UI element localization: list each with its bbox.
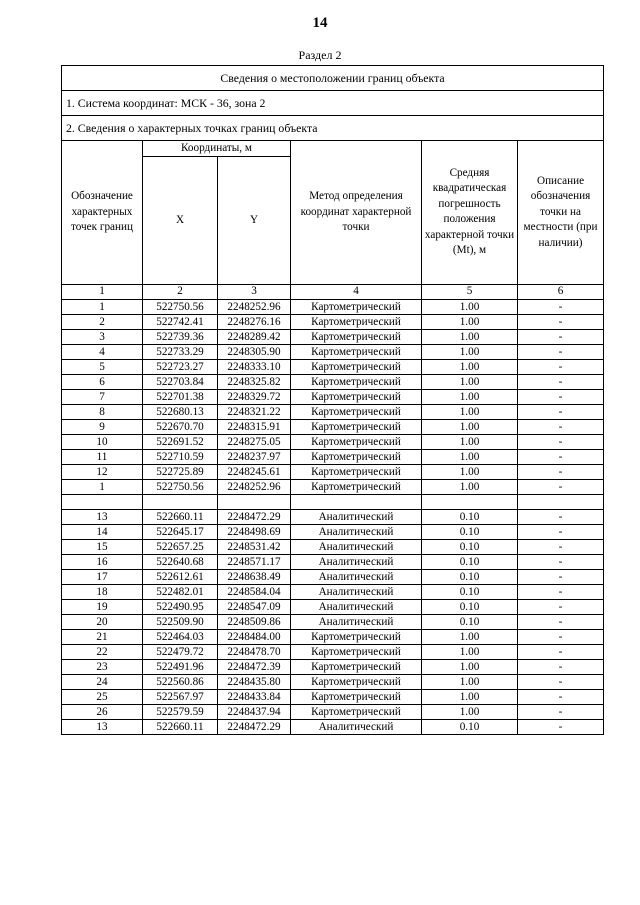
points-heading: 2. Сведения о характерных точках границ объекта: [62, 116, 604, 141]
description-cell: -: [518, 359, 604, 374]
point-number-cell: 7: [62, 389, 143, 404]
accuracy-cell: 1.00: [422, 299, 518, 314]
accuracy-cell: 1.00: [422, 449, 518, 464]
column-number: 4: [291, 284, 422, 299]
x-coordinate-cell: 522490.95: [143, 599, 218, 614]
x-coordinate-cell: 522680.13: [143, 404, 218, 419]
description-cell: -: [518, 554, 604, 569]
x-coordinate-cell: 522660.11: [143, 719, 218, 734]
accuracy-cell: 0.10: [422, 539, 518, 554]
accuracy-cell: 1.00: [422, 464, 518, 479]
accuracy-cell: 0.10: [422, 614, 518, 629]
table-row: [62, 434, 604, 449]
y-coordinate-cell: 2248437.94: [218, 704, 291, 719]
x-coordinate-cell: 522703.84: [143, 374, 218, 389]
point-number-cell: 13: [62, 719, 143, 734]
point-number-cell: 24: [62, 674, 143, 689]
point-number-cell: 23: [62, 659, 143, 674]
point-number-cell: 6: [62, 374, 143, 389]
accuracy-cell: 0.10: [422, 584, 518, 599]
table-row: [62, 599, 604, 614]
method-cell: Картометрический: [291, 434, 422, 449]
table-row: [62, 629, 604, 644]
x-coordinate-cell: 522479.72: [143, 644, 218, 659]
accuracy-cell: [422, 494, 518, 509]
method-cell: Картометрический: [291, 404, 422, 419]
method-cell: Картометрический: [291, 299, 422, 314]
column-number: 2: [143, 284, 218, 299]
table-row: [62, 689, 604, 704]
method-cell: Картометрический: [291, 629, 422, 644]
accuracy-cell: 1.00: [422, 629, 518, 644]
point-number-cell: 10: [62, 434, 143, 449]
point-number-cell: 1: [62, 479, 143, 494]
y-coordinate-cell: 2248638.49: [218, 569, 291, 584]
table-title: Сведения о местоположении границ объекта: [62, 66, 604, 91]
accuracy-cell: 1.00: [422, 374, 518, 389]
x-coordinate-cell: 522640.68: [143, 554, 218, 569]
point-number-cell: 18: [62, 584, 143, 599]
y-coordinate-cell: 2248289.42: [218, 329, 291, 344]
table-row: [62, 554, 604, 569]
x-coordinate-cell: 522560.86: [143, 674, 218, 689]
method-cell: Картометрический: [291, 314, 422, 329]
y-coordinate-cell: 2248321.22: [218, 404, 291, 419]
y-coordinate-cell: 2248435.80: [218, 674, 291, 689]
column-number: 5: [422, 284, 518, 299]
point-number-cell: 11: [62, 449, 143, 464]
x-coordinate-cell: 522691.52: [143, 434, 218, 449]
coordinate-system: 1. Система координат: МСК - 36, зона 2: [62, 91, 604, 116]
table-row: [62, 584, 604, 599]
table-row: [62, 509, 604, 524]
accuracy-cell: 1.00: [422, 689, 518, 704]
column-number: 1: [62, 284, 143, 299]
x-coordinate-cell: 522579.59: [143, 704, 218, 719]
description-cell: -: [518, 644, 604, 659]
point-number-cell: 16: [62, 554, 143, 569]
header-description: Описание обозначения точки на местности (при наличии): [518, 141, 604, 285]
header-y: Y: [218, 156, 291, 284]
description-cell: -: [518, 569, 604, 584]
method-cell: Картометрический: [291, 479, 422, 494]
method-cell: Картометрический: [291, 689, 422, 704]
point-number-cell: 8: [62, 404, 143, 419]
method-cell: Картометрический: [291, 644, 422, 659]
x-coordinate-cell: 522670.70: [143, 419, 218, 434]
table-row: [62, 359, 604, 374]
boundary-points-table: [61, 65, 604, 735]
y-coordinate-cell: 2248329.72: [218, 389, 291, 404]
description-cell: -: [518, 689, 604, 704]
x-coordinate-cell: 522482.01: [143, 584, 218, 599]
y-coordinate-cell: 2248252.96: [218, 479, 291, 494]
x-coordinate-cell: 522645.17: [143, 524, 218, 539]
header-x: X: [143, 156, 218, 284]
accuracy-cell: 0.10: [422, 524, 518, 539]
description-cell: -: [518, 389, 604, 404]
method-cell: Аналитический: [291, 719, 422, 734]
method-cell: Картометрический: [291, 359, 422, 374]
page-number: 14: [312, 15, 328, 31]
description-cell: -: [518, 344, 604, 359]
accuracy-cell: 1.00: [422, 329, 518, 344]
accuracy-cell: 1.00: [422, 434, 518, 449]
method-cell: Картометрический: [291, 419, 422, 434]
point-number-cell: 5: [62, 359, 143, 374]
description-cell: -: [518, 314, 604, 329]
table-row: [62, 479, 604, 494]
method-cell: Аналитический: [291, 539, 422, 554]
point-number-cell: 19: [62, 599, 143, 614]
point-number-cell: 15: [62, 539, 143, 554]
table-row: [62, 374, 604, 389]
x-coordinate-cell: 522739.36: [143, 329, 218, 344]
method-cell: Аналитический: [291, 614, 422, 629]
table-row: [62, 704, 604, 719]
table-row: [62, 314, 604, 329]
method-cell: Аналитический: [291, 524, 422, 539]
y-coordinate-cell: 2248478.70: [218, 644, 291, 659]
description-cell: -: [518, 464, 604, 479]
table-row: [62, 344, 604, 359]
y-coordinate-cell: 2248237.97: [218, 449, 291, 464]
accuracy-cell: 0.10: [422, 554, 518, 569]
accuracy-cell: 0.10: [422, 569, 518, 584]
description-cell: -: [518, 419, 604, 434]
y-coordinate-cell: 2248472.29: [218, 509, 291, 524]
x-coordinate-cell: 522567.97: [143, 689, 218, 704]
method-cell: Картометрический: [291, 674, 422, 689]
y-coordinate-cell: 2248498.69: [218, 524, 291, 539]
accuracy-cell: 1.00: [422, 644, 518, 659]
method-cell: Картометрический: [291, 389, 422, 404]
method-cell: Картометрический: [291, 344, 422, 359]
table-row: [62, 449, 604, 464]
x-coordinate-cell: 522657.25: [143, 539, 218, 554]
x-coordinate-cell: 522750.56: [143, 479, 218, 494]
method-cell: Аналитический: [291, 584, 422, 599]
x-coordinate-cell: 522491.96: [143, 659, 218, 674]
point-number-cell: 3: [62, 329, 143, 344]
accuracy-cell: 1.00: [422, 359, 518, 374]
accuracy-cell: 1.00: [422, 314, 518, 329]
method-cell: Картометрический: [291, 704, 422, 719]
description-cell: -: [518, 719, 604, 734]
table-row: [62, 674, 604, 689]
column-number: 6: [518, 284, 604, 299]
method-cell: Картометрический: [291, 464, 422, 479]
accuracy-cell: 1.00: [422, 704, 518, 719]
description-cell: -: [518, 674, 604, 689]
column-number: 3: [218, 284, 291, 299]
header-method: Метод определения координат характерной точки: [291, 141, 422, 285]
accuracy-cell: 0.10: [422, 719, 518, 734]
method-cell: Аналитический: [291, 599, 422, 614]
x-coordinate-cell: 522660.11: [143, 509, 218, 524]
x-coordinate-cell: 522701.38: [143, 389, 218, 404]
table-row: [62, 719, 604, 734]
y-coordinate-cell: 2248333.10: [218, 359, 291, 374]
description-cell: -: [518, 614, 604, 629]
header-accuracy: Средняя квадратическая погрешность положения характерной точки (Mt), м: [422, 141, 518, 285]
description-cell: -: [518, 659, 604, 674]
description-cell: -: [518, 599, 604, 614]
description-cell: -: [518, 539, 604, 554]
method-cell: Аналитический: [291, 554, 422, 569]
description-cell: -: [518, 584, 604, 599]
point-number-cell: 4: [62, 344, 143, 359]
table-row: [62, 524, 604, 539]
description-cell: -: [518, 524, 604, 539]
table-row: [62, 389, 604, 404]
x-coordinate-cell: [143, 494, 218, 509]
description-cell: -: [518, 509, 604, 524]
point-number-cell: 2: [62, 314, 143, 329]
table-row: [62, 419, 604, 434]
point-number-cell: 12: [62, 464, 143, 479]
x-coordinate-cell: 522710.59: [143, 449, 218, 464]
description-cell: [518, 494, 604, 509]
accuracy-cell: 1.00: [422, 479, 518, 494]
accuracy-cell: 1.00: [422, 659, 518, 674]
description-cell: -: [518, 329, 604, 344]
header-designation: Обозначение характерных точек границ: [62, 141, 143, 285]
table-row: [62, 539, 604, 554]
point-number-cell: 26: [62, 704, 143, 719]
y-coordinate-cell: 2248305.90: [218, 344, 291, 359]
y-coordinate-cell: 2248509.86: [218, 614, 291, 629]
method-cell: Аналитический: [291, 509, 422, 524]
point-number-cell: 9: [62, 419, 143, 434]
method-cell: Картометрический: [291, 659, 422, 674]
y-coordinate-cell: 2248547.09: [218, 599, 291, 614]
header-coordinates: Координаты, м: [143, 141, 291, 157]
y-coordinate-cell: 2248276.16: [218, 314, 291, 329]
x-coordinate-cell: 522725.89: [143, 464, 218, 479]
description-cell: -: [518, 299, 604, 314]
section-label: Раздел 2: [298, 48, 342, 62]
x-coordinate-cell: 522723.27: [143, 359, 218, 374]
point-number-cell: 25: [62, 689, 143, 704]
accuracy-cell: 1.00: [422, 389, 518, 404]
point-number-cell: [62, 494, 143, 509]
description-cell: -: [518, 374, 604, 389]
point-number-cell: 14: [62, 524, 143, 539]
y-coordinate-cell: [218, 494, 291, 509]
y-coordinate-cell: 2248571.17: [218, 554, 291, 569]
description-cell: -: [518, 704, 604, 719]
y-coordinate-cell: 2248584.04: [218, 584, 291, 599]
method-cell: Аналитический: [291, 569, 422, 584]
description-cell: -: [518, 629, 604, 644]
point-number-cell: 1: [62, 299, 143, 314]
point-number-cell: 21: [62, 629, 143, 644]
x-coordinate-cell: 522742.41: [143, 314, 218, 329]
description-cell: -: [518, 479, 604, 494]
accuracy-cell: 1.00: [422, 404, 518, 419]
y-coordinate-cell: 2248531.42: [218, 539, 291, 554]
blank-separator-row: [62, 494, 604, 509]
y-coordinate-cell: 2248252.96: [218, 299, 291, 314]
table-row: [62, 404, 604, 419]
y-coordinate-cell: 2248275.05: [218, 434, 291, 449]
table-row: [62, 299, 604, 314]
accuracy-cell: 1.00: [422, 419, 518, 434]
table-row: [62, 659, 604, 674]
accuracy-cell: 1.00: [422, 674, 518, 689]
y-coordinate-cell: 2248472.29: [218, 719, 291, 734]
y-coordinate-cell: 2248325.82: [218, 374, 291, 389]
y-coordinate-cell: 2248315.91: [218, 419, 291, 434]
table-row: [62, 644, 604, 659]
table-row: [62, 329, 604, 344]
description-cell: -: [518, 449, 604, 464]
y-coordinate-cell: 2248245.61: [218, 464, 291, 479]
description-cell: -: [518, 404, 604, 419]
method-cell: Картометрический: [291, 329, 422, 344]
x-coordinate-cell: 522509.90: [143, 614, 218, 629]
table-row: [62, 614, 604, 629]
point-number-cell: 20: [62, 614, 143, 629]
table-row: [62, 464, 604, 479]
column-numbers-row: [62, 284, 604, 299]
y-coordinate-cell: 2248472.39: [218, 659, 291, 674]
x-coordinate-cell: 522464.03: [143, 629, 218, 644]
method-cell: Картометрический: [291, 374, 422, 389]
x-coordinate-cell: 522733.29: [143, 344, 218, 359]
x-coordinate-cell: 522612.61: [143, 569, 218, 584]
point-number-cell: 22: [62, 644, 143, 659]
x-coordinate-cell: 522750.56: [143, 299, 218, 314]
point-number-cell: 13: [62, 509, 143, 524]
accuracy-cell: 0.10: [422, 509, 518, 524]
description-cell: -: [518, 434, 604, 449]
accuracy-cell: 1.00: [422, 344, 518, 359]
table-row: [62, 569, 604, 584]
y-coordinate-cell: 2248433.84: [218, 689, 291, 704]
point-number-cell: 17: [62, 569, 143, 584]
method-cell: [291, 494, 422, 509]
y-coordinate-cell: 2248484.00: [218, 629, 291, 644]
method-cell: Картометрический: [291, 449, 422, 464]
accuracy-cell: 0.10: [422, 599, 518, 614]
